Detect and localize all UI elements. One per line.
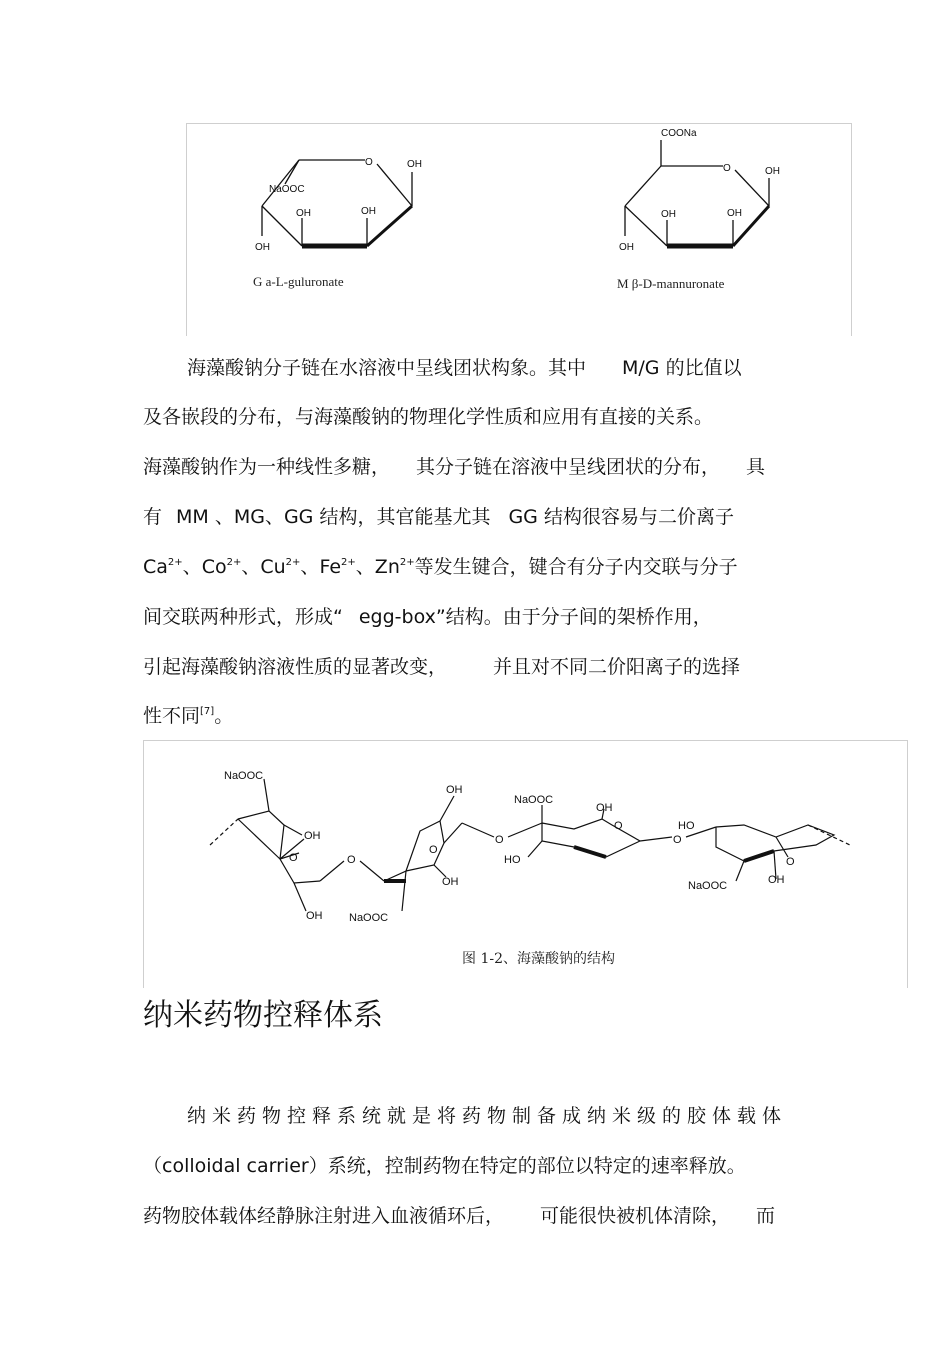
m-oh-c3: OH — [661, 209, 676, 220]
para1-line6-b: egg-box”结构。由于分子间的架桥作用， — [358, 606, 712, 628]
para1-line3-a: 海藻酸钠作为一种线性多糖， — [143, 456, 391, 478]
para1-line1-a: 海藻酸钠分子链在水溶液中呈线团状构象。其中 — [187, 357, 587, 379]
para1-line3-c: 具 — [746, 456, 766, 478]
fig2-link-o-2: O — [495, 834, 504, 846]
para1-line7-b: 并且对不同二价阳离子的选择 — [493, 656, 741, 678]
g-oh-c3: OH — [296, 208, 311, 219]
monomer-structures-drawing — [187, 124, 851, 336]
fig2-ho-2: HO — [678, 820, 695, 832]
fig2-oh-4: OH — [442, 876, 459, 888]
ion-zn: Zn — [374, 556, 400, 578]
para1-line7 — [143, 655, 740, 679]
para1-line2: 及各嵌段的分布，与海藻酸钠的物理化学性质和应用有直接的关系。 — [143, 406, 714, 428]
fig2-naooc-2: NaOOC — [349, 912, 389, 924]
para1-line1 — [187, 356, 742, 380]
para2-line3-c: 而 — [756, 1205, 776, 1227]
fig2-naooc-4: NaOOC — [688, 880, 728, 892]
ion-ca: Ca — [143, 556, 168, 578]
para2-line3-b: 可能很快被机体清除， — [540, 1205, 731, 1227]
separator: 、 — [182, 556, 202, 578]
fig2-ring-o-1: O — [289, 852, 298, 864]
fig2-ring-o-4: O — [786, 856, 795, 868]
para1-line3-b: 其分子链在溶液中呈线团状的分布， — [416, 456, 721, 478]
para1-line6-a: 间交联两种形式，形成“ — [143, 606, 343, 628]
fig2-ring-o-3: O — [614, 820, 623, 832]
monomer-structures-figure — [186, 123, 852, 336]
alginate-chain-drawing — [144, 741, 907, 988]
g-oh-anomeric: OH — [407, 159, 422, 170]
para1-line5 — [143, 555, 738, 579]
para1-line6 — [143, 605, 712, 629]
fig2-oh-6: OH — [768, 874, 785, 886]
separator: 、 — [355, 556, 375, 578]
m-ring-oxygen: O — [723, 163, 731, 174]
para2-line3 — [143, 1204, 775, 1228]
m-oh-c4: OH — [619, 242, 634, 253]
ion-co: Co — [201, 556, 227, 578]
fig2-oh-1: OH — [304, 830, 321, 842]
separator: 、 — [300, 556, 320, 578]
para1-line8-a: 性不同 — [143, 705, 201, 727]
ion-cu: Cu — [260, 556, 286, 578]
para1-line8-b: 。 — [214, 705, 234, 727]
fig2-naooc-3: NaOOC — [514, 794, 554, 806]
fig2-link-o-1: O — [347, 854, 356, 866]
ion-charge: 2+ — [399, 557, 415, 568]
para1-line3 — [143, 455, 765, 479]
m-cooona-label: COONa — [661, 128, 697, 139]
fig2-oh-5: OH — [596, 802, 613, 814]
para2-line2: （colloidal carrier）系统，控制药物在特定的部位以特定的速率释放。 — [143, 1155, 746, 1177]
para1-line7-a: 引起海藻酸钠溶液性质的显著改变， — [143, 656, 448, 678]
para2-line3-a: 药物胶体载体经静脉注射进入血液循环后， — [143, 1205, 505, 1227]
ion-charge: 2+ — [167, 557, 183, 568]
alginate-structure-figure — [143, 740, 908, 988]
para1-line4-a: 有 — [143, 506, 163, 528]
g-ring-oxygen: O — [365, 157, 373, 168]
m-oh-c2: OH — [727, 208, 742, 219]
fig2-ho-1: HO — [504, 854, 521, 866]
fig2-caption: 图 1-2、海藻酸钠的结构 — [462, 951, 615, 967]
g-oh-c2: OH — [361, 206, 376, 217]
m-oh-anomeric: OH — [765, 166, 780, 177]
g-caption: G a-L-guluronate — [253, 274, 344, 289]
para1-line4 — [143, 505, 734, 529]
para2-line1: 纳米药物控释系统就是将药物制备成纳米级的胶体载体 — [187, 1105, 788, 1127]
fig2-naooc-1: NaOOC — [224, 770, 264, 782]
g-naooc-label: NaOOC — [269, 184, 305, 195]
g-oh-c4: OH — [255, 242, 270, 253]
para1-line4-c: GG 结构很容易与二价离子 — [508, 506, 734, 528]
citation-ref: [7] — [200, 706, 215, 717]
ion-charge: 2+ — [226, 557, 242, 568]
fig2-link-o-3: O — [673, 834, 682, 846]
fig2-oh-3: OH — [446, 784, 463, 796]
ion-fe: Fe — [319, 556, 342, 578]
ion-charge: 2+ — [285, 557, 301, 568]
fig2-ring-o-2: O — [429, 844, 438, 856]
para1-line4-b: MM 、MG、GG 结构，其官能基尤其 — [176, 506, 491, 528]
fig2-oh-2: OH — [306, 910, 323, 922]
ion-charge: 2+ — [341, 557, 356, 568]
para1-line5-rest: 等发生键合，键合有分子内交联与分子 — [414, 556, 738, 578]
separator: 、 — [241, 556, 261, 578]
para1-line8 — [143, 704, 233, 728]
m-caption: M β-D-mannuronate — [617, 276, 725, 291]
section-heading: 纳米药物控释体系 — [143, 998, 383, 1033]
para1-line1-b: M/G 的比值以 — [622, 357, 742, 379]
